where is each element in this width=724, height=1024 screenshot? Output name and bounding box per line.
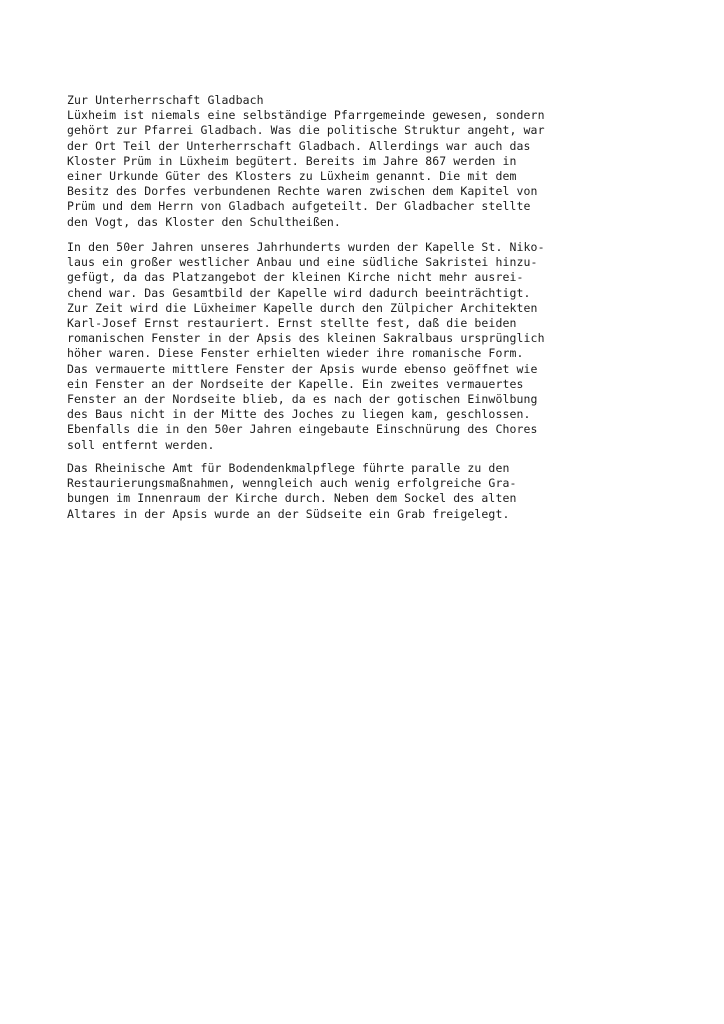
paragraph-line: soll entfernt werden. — [67, 437, 215, 452]
paragraph-line: Das vermauerte mittlere Fenster der Apsis wurde ebenso geöffnet wie — [67, 361, 538, 376]
paragraph-line: des Baus nicht in der Mitte des Joches zu liegen kam, geschlossen. — [67, 407, 531, 422]
paragraph-line: Zur Zeit wird die Lüxheimer Kapelle durch den Zülpicher Architekten — [67, 300, 538, 315]
paragraph-line: romanischen Fenster in der Apsis des kleinen Sakralbaus ursprünglich — [67, 331, 545, 346]
paragraph-line: In den 50er Jahren unseres Jahrhunderts wurden der Kapelle St. Niko- — [67, 240, 545, 254]
paragraph-line: Karl-Josef Ernst restauriert. Ernst stellte fest, daß die beiden — [67, 316, 517, 331]
paragraph-line: laus ein großer westlicher Anbau und eine südliche Sakristei hinzu- — [67, 255, 538, 270]
paragraph-line: Altares in der Apsis wurde an der Südseite ein Grab freigelegt. — [67, 506, 510, 521]
paragraph-line: Fenster an der Nordseite blieb, da es nach der gotischen Einwölbung — [67, 392, 538, 407]
paragraph-line: höher waren. Diese Fenster erhielten wieder ihre romanische Form. — [67, 346, 524, 361]
paragraph-line: Restaurierungsmaßnahmen, wenngleich auch wenig erfolgreiche Gra- — [67, 476, 517, 491]
paragraph-line: Kloster Prüm in Lüxheim begütert. Bereits im Jahre 867 werden in — [67, 153, 517, 168]
paragraph-line: den Vogt, das Kloster den Schultheißen. — [67, 214, 341, 229]
paragraph-line: ein Fenster an der Nordseite der Kapelle. Ein zweites vermauertes — [67, 376, 524, 391]
paragraph-line: Besitz des Dorfes verbundenen Rechte waren zwischen dem Kapitel von — [67, 184, 538, 199]
paragraph-restoration — [67, 240, 667, 453]
paragraph-line: Prüm und dem Herrn von Gladbach aufgeteilt. Der Gladbacher stellte — [67, 199, 531, 214]
paragraph-line: Das Rheinische Amt für Bodendenkmalpflege führte paralle zu den — [67, 461, 510, 475]
paragraph-line: bungen im Innenraum der Kirche durch. Neben dem Sockel des alten — [67, 491, 517, 506]
paragraph-line: gefügt, da das Platzangebot der kleinen Kirche nicht mehr ausrei- — [67, 270, 524, 285]
paragraph-line: Ebenfalls die in den 50er Jahren eingebaute Einschnürung des Chores — [67, 422, 538, 437]
document-heading: Zur Unterherrschaft Gladbach — [67, 93, 264, 107]
paragraph-line: chend war. Das Gesamtbild der Kapelle wird dadurch beeinträchtigt. — [67, 285, 531, 300]
paragraph-line: der Ort Teil der Unterherrschaft Gladbach. Allerdings war auch das — [67, 138, 531, 153]
section-intro — [67, 93, 667, 230]
paragraph-excavation — [67, 461, 667, 522]
paragraph-line: Lüxheim ist niemals eine selbständige Pfarrgemeinde gewesen, sondern — [67, 108, 545, 123]
paragraph-line: gehört zur Pfarrei Gladbach. Was die politische Struktur angeht, war — [67, 123, 545, 138]
paragraph-line: einer Urkunde Güter des Klosters zu Lüxheim genannt. Die mit dem — [67, 169, 517, 184]
